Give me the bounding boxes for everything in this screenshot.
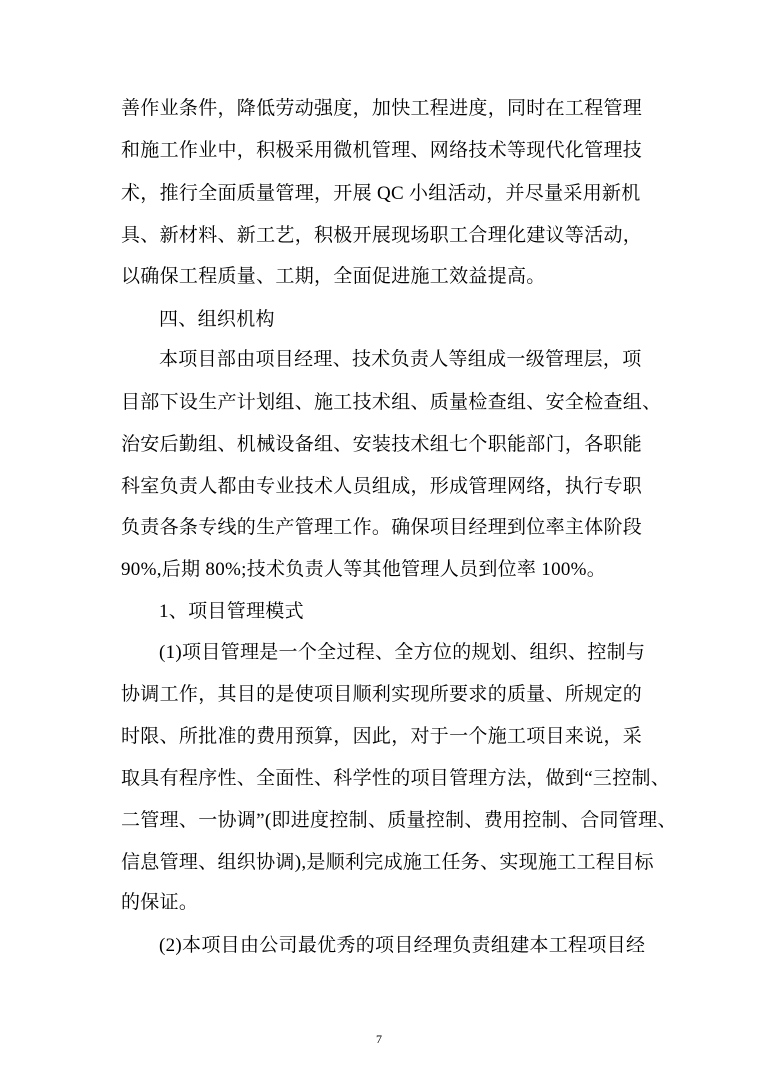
text-line: 科室负责人都由专业技术人员组成，形成管理网络，执行专职 [121, 476, 643, 497]
text-line: 时限、所批准的费用预算，因此，对于一个施工项目来说，采 [121, 726, 643, 747]
text-line: 本项目部由项目经理、技术负责人等组成一级管理层，项 [159, 349, 642, 370]
text-line: 善作业条件，降低劳动强度，加快工程进度，同时在工程管理 [121, 98, 643, 119]
text-line: 以确保工程质量、工期，全面促进施工效益提高。 [121, 266, 546, 287]
subsection-heading: 1、项目管理模式 [159, 601, 304, 622]
text-line: (1)项目管理是一个全过程、全方位的规划、组织、控制与 [159, 642, 646, 663]
text-line: 取具有程序性、全面性、科学性的项目管理方法，做到“三控制、 [121, 768, 671, 789]
text-line: (2)本项目由公司最优秀的项目经理负责组建本工程项目经 [159, 935, 646, 956]
text-line: 目部下设生产计划组、施工技术组、质量检查组、安全检查组、 [121, 392, 662, 413]
section-heading: 四、组织机构 [159, 309, 275, 330]
text-line: 协调工作，其目的是使项目顺利实现所要求的质量、所规定的 [121, 684, 643, 705]
text-line: 的保证。 [121, 892, 199, 913]
text-line: 二管理、一协调”(即进度控制、质量控制、费用控制、合同管理、 [121, 810, 677, 831]
text-line: 负责各条专线的生产管理工作。确保项目经理到位率主体阶段 [121, 517, 643, 538]
page-number: 7 [376, 1032, 382, 1046]
text-line: 90%,后期 80%;技术负责人等其他管理人员到位率 100%。 [121, 559, 607, 580]
text-line: 具、新材料、新工艺，积极开展现场职工合理化建议等活动， [121, 225, 643, 246]
text-line: 信息管理、组织协调),是顺利完成施工任务、实现施工工程目标 [121, 852, 654, 873]
text-line: 和施工作业中，积极采用微机管理、网络技术等现代化管理技 [121, 140, 643, 161]
text-line: 治安后勤组、机械设备组、安装技术组七个职能部门，各职能 [121, 434, 643, 455]
text-line: 术，推行全面质量管理，开展 QC 小组活动，并尽量采用新机 [121, 183, 641, 204]
